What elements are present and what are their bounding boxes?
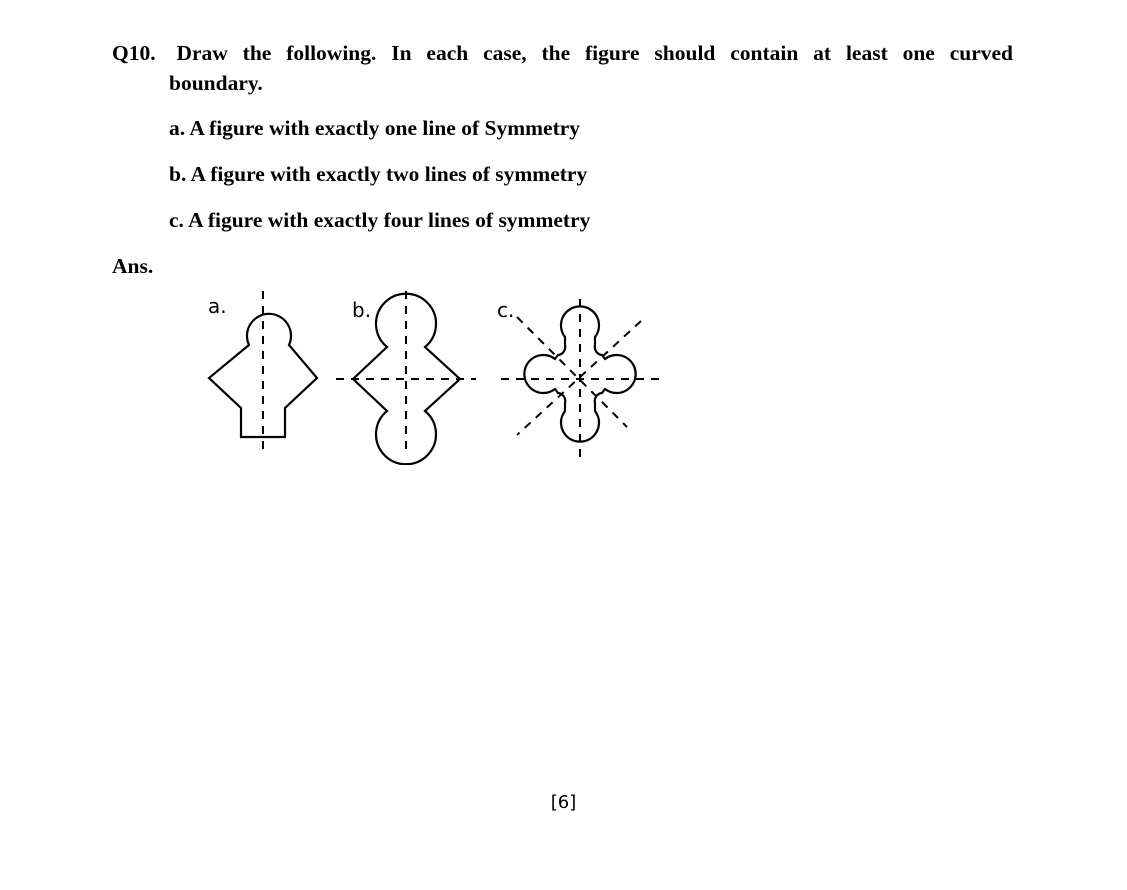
question-block: [112, 38, 1013, 98]
figure-c-label: c.: [497, 298, 515, 322]
part-a: a. A figure with exactly one line of Symmetry: [169, 116, 581, 140]
question-line-1: [112, 38, 1013, 68]
question-parts: [169, 113, 590, 251]
figure-b-label: b.: [352, 298, 372, 322]
figure-a-label: a.: [208, 294, 227, 318]
answer-figures: [195, 285, 675, 465]
question-number: Q10.: [112, 41, 156, 65]
figure-b: [336, 291, 476, 464]
figure-c: [497, 298, 661, 457]
part-c: c. A figure with exactly four lines of symmetry: [169, 208, 591, 232]
question-text: Draw the following. In each case, the figure should contain at least one curved: [176, 41, 1013, 65]
figure-c-diagonal-symmetry-line-1: [517, 317, 627, 427]
question-text-continued: boundary.: [169, 71, 263, 95]
part-b: b. A figure with exactly two lines of symmetry: [169, 162, 588, 186]
figure-a: [208, 291, 317, 455]
page-number: [6]: [550, 792, 577, 813]
answer-label: Ans.: [112, 254, 154, 278]
